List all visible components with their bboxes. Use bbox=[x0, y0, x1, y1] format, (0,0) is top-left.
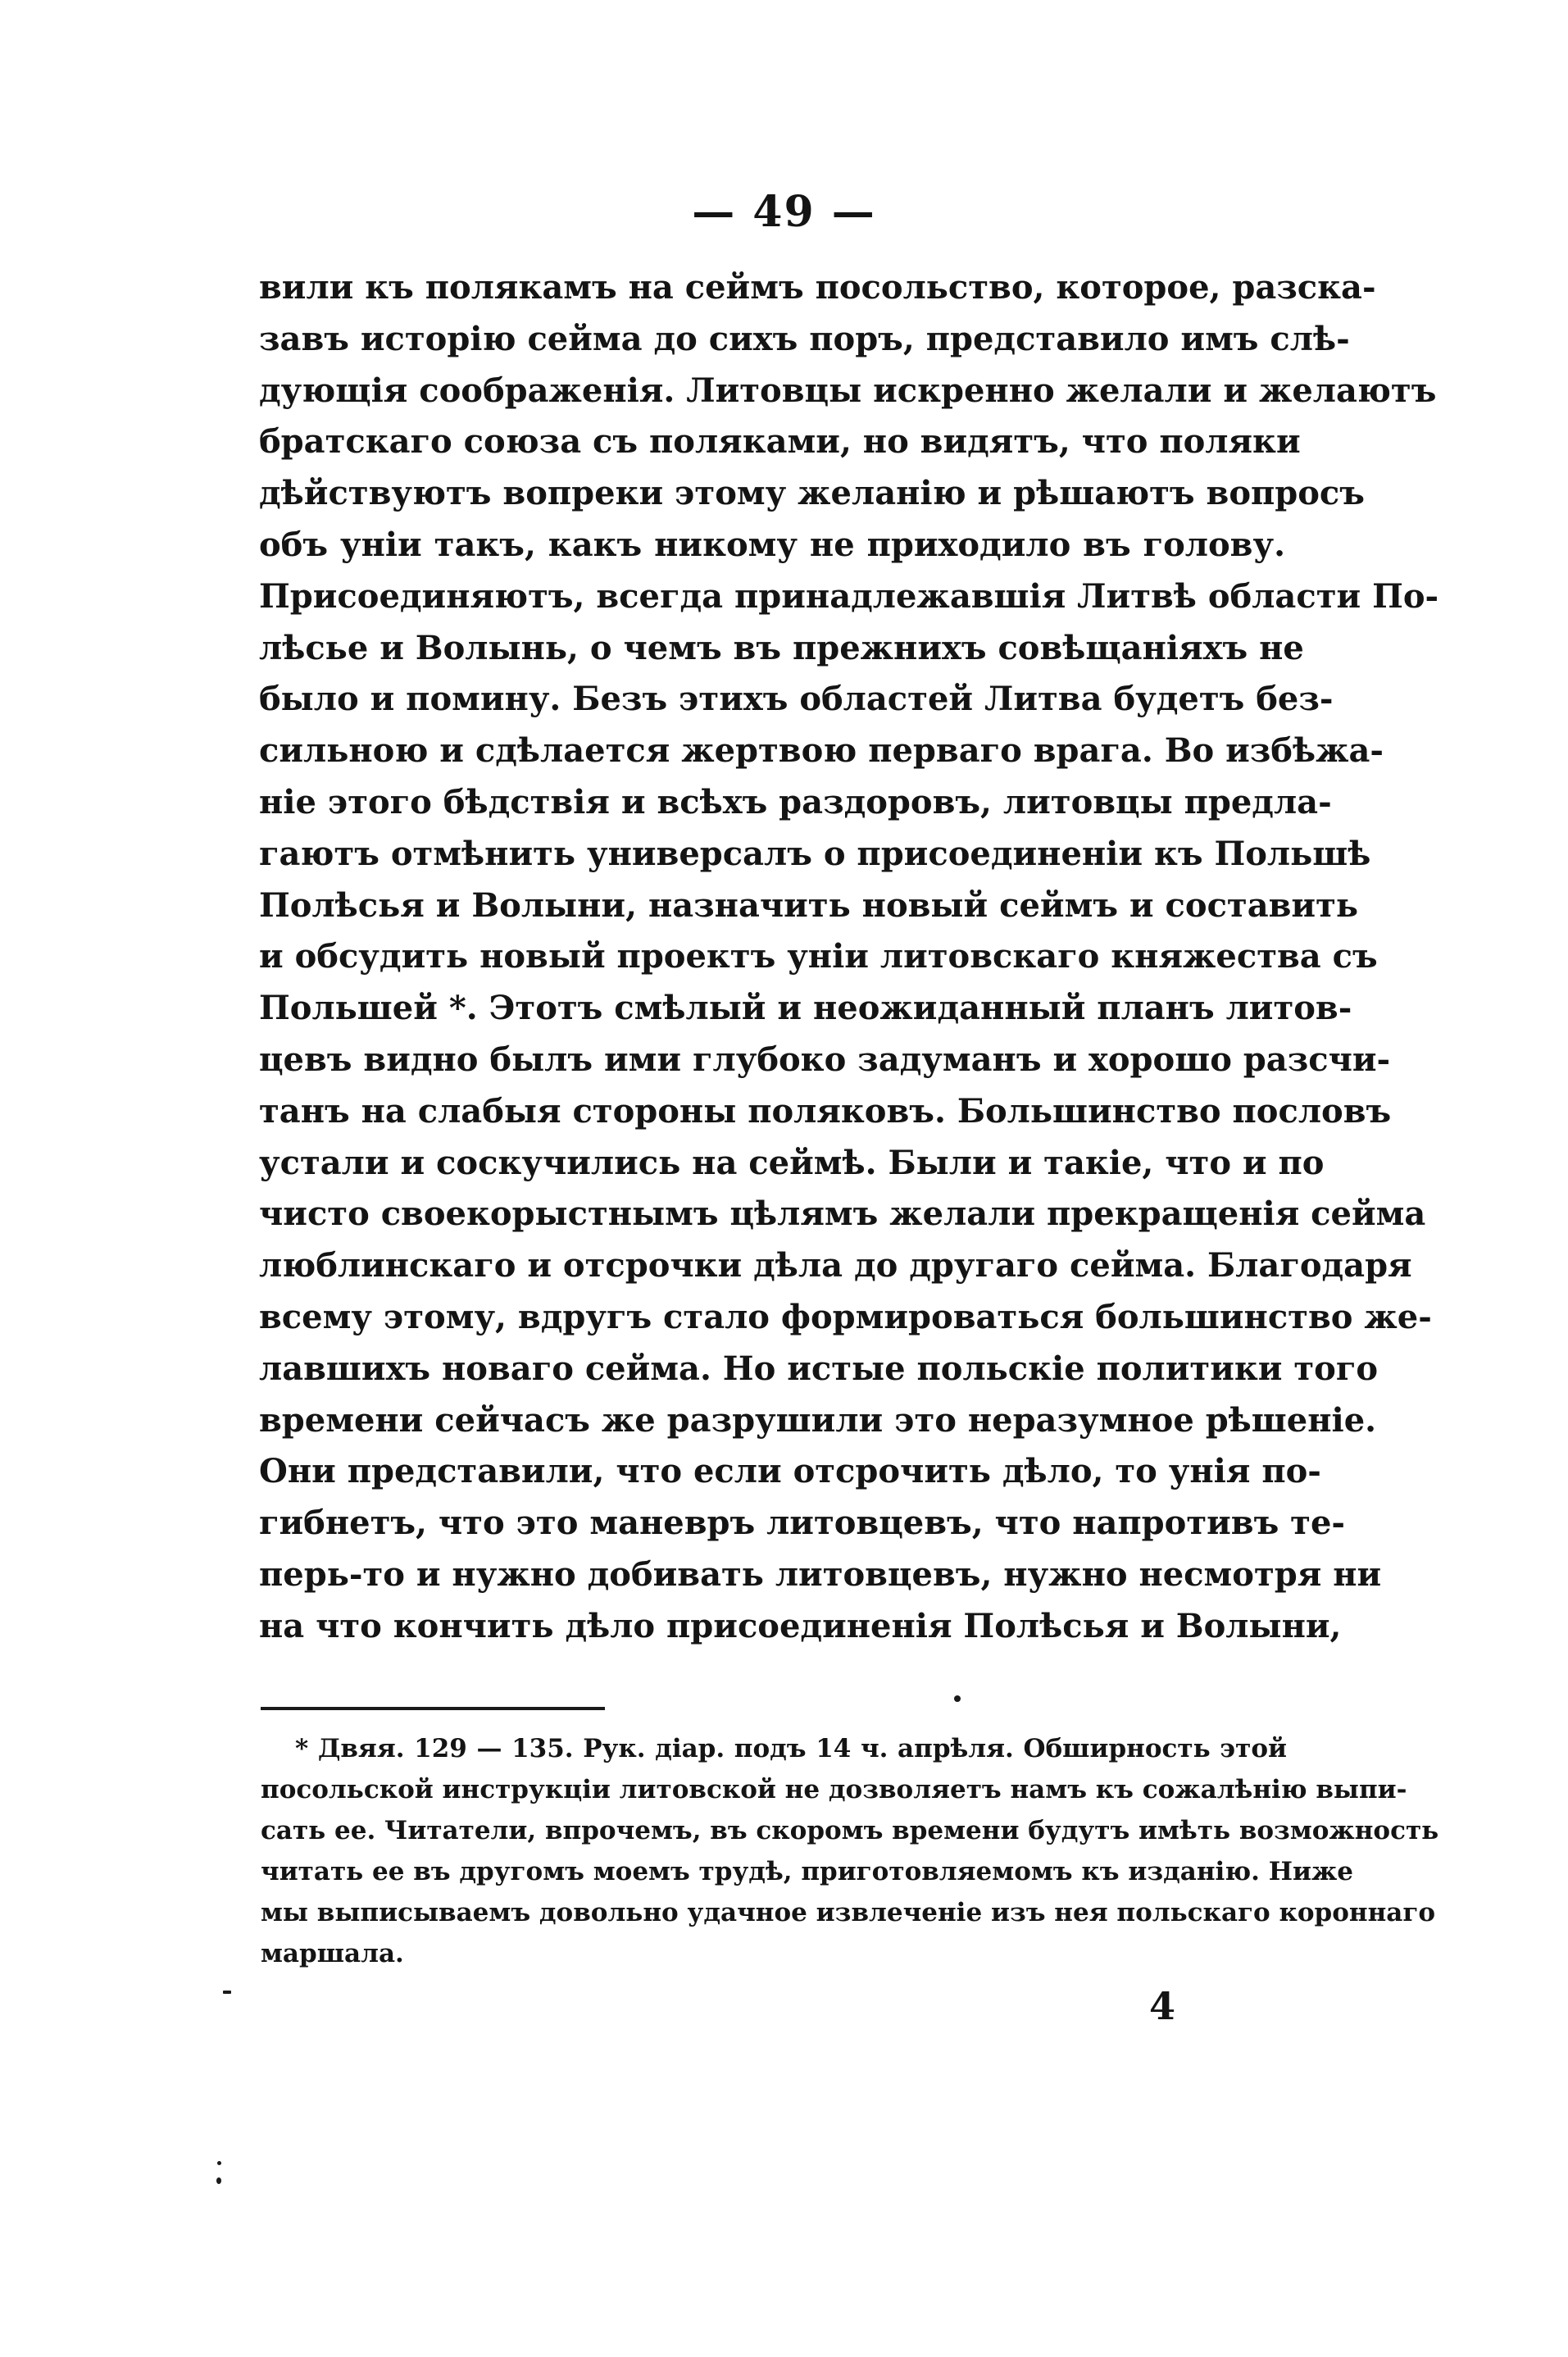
body-line: вили къ полякамъ на сеймъ посольство, которое, разска- bbox=[259, 268, 1376, 307]
footnote-line: читать ее въ другомъ моемъ трудѣ, приготовляемомъ къ изданію. Ниже bbox=[261, 1857, 1353, 1886]
signature-mark: 4 bbox=[1149, 1984, 1176, 2028]
body-line: объ уніи такъ, какъ никому не приходило въ голову. bbox=[259, 525, 1285, 564]
body-line: времени сейчасъ же разрушили это неразумное рѣшеніе. bbox=[259, 1400, 1377, 1440]
footnote-line: мы выписываемъ довольно удачное извлеченіе изъ нея польскаго короннаго bbox=[261, 1898, 1436, 1927]
body-line: дѣйствуютъ вопреки этому желанію и рѣшаютъ вопросъ bbox=[259, 474, 1365, 513]
body-line: устали и соскучились на сеймѣ. Были и такіе, что и по bbox=[259, 1143, 1325, 1182]
body-line: дующія соображенія. Литовцы искренно желали и желаютъ bbox=[259, 371, 1437, 410]
footnote-line: маршала. bbox=[261, 1939, 404, 1968]
body-line: всему этому, вдругъ стало формироваться большинство же- bbox=[259, 1297, 1432, 1336]
print-speck bbox=[216, 2177, 221, 2184]
footnote-line: посольской инструкціи литовской не дозволяетъ намъ къ сожалѣнію выпи- bbox=[261, 1775, 1407, 1804]
footnote-line: * Двяя. 129 — 135. Рук. діар. подъ 14 ч. апрѣля. Обширность этой bbox=[295, 1734, 1287, 1763]
body-line: гибнетъ, что это маневръ литовцевъ, что напротивъ те- bbox=[259, 1504, 1346, 1543]
body-line: было и помину. Безъ этихъ областей Литва будетъ без- bbox=[259, 680, 1334, 719]
body-line: гаютъ отмѣнить универсалъ о присоединеніи къ Польшѣ bbox=[259, 834, 1371, 873]
footnote-divider bbox=[261, 1707, 605, 1710]
print-speck bbox=[954, 1695, 961, 1702]
body-line: цевъ видно былъ ими глубоко задуманъ и хорошо разсчи- bbox=[259, 1040, 1391, 1079]
body-line: сильною и сдѣлается жертвою перваго врага. Во избѣжа- bbox=[259, 731, 1384, 771]
page-number: — 49 — bbox=[692, 187, 876, 237]
body-line: Присоединяютъ, всегда принадлежавшія Литвѣ области По- bbox=[259, 576, 1439, 616]
body-line: завъ исторію сейма до сихъ поръ, представило имъ слѣ- bbox=[259, 319, 1350, 358]
body-line: танъ на слабыя стороны поляковъ. Большинство пословъ bbox=[259, 1091, 1392, 1131]
body-line: на что кончить дѣло присоединенія Полѣсья и Волыни, bbox=[259, 1606, 1342, 1645]
body-line: Полѣсья и Волыни, назначить новый сеймъ и составить bbox=[259, 885, 1359, 925]
body-line: ніе этого бѣдствія и всѣхъ раздоровъ, литовцы предла- bbox=[259, 782, 1332, 821]
footnote bbox=[261, 1728, 1439, 1974]
body-line: Они представили, что если отсрочить дѣло, то унія по- bbox=[259, 1452, 1321, 1491]
print-speck bbox=[217, 2161, 221, 2165]
print-speck bbox=[223, 1991, 231, 1994]
body-line: братскаго союза съ поляками, но видятъ, что поляки bbox=[259, 422, 1301, 462]
body-line: лѣсье и Волынь, о чемъ въ прежнихъ совѣщаніяхъ не bbox=[259, 628, 1304, 667]
body-line: Польшей *. Этотъ смѣлый и неожиданный планъ литов- bbox=[259, 989, 1352, 1028]
footnote-line: сать ее. Читатели, впрочемъ, въ скоромъ времени будутъ имѣть возможность bbox=[261, 1816, 1439, 1845]
body-text bbox=[259, 262, 1439, 1653]
body-line: люблинскаго и отсрочки дѣла до другаго сейма. Благодаря bbox=[259, 1246, 1412, 1285]
body-line: чисто своекорыстнымъ цѣлямъ желали прекращенія сейма bbox=[259, 1194, 1426, 1234]
body-line: и обсудить новый проектъ уніи литовскаго княжества съ bbox=[259, 937, 1378, 976]
body-line: перь-то и нужно добивать литовцевъ, нужно несмотря ни bbox=[259, 1554, 1382, 1594]
body-line: лавшихъ новаго сейма. Но истые польскіе политики того bbox=[259, 1349, 1379, 1388]
